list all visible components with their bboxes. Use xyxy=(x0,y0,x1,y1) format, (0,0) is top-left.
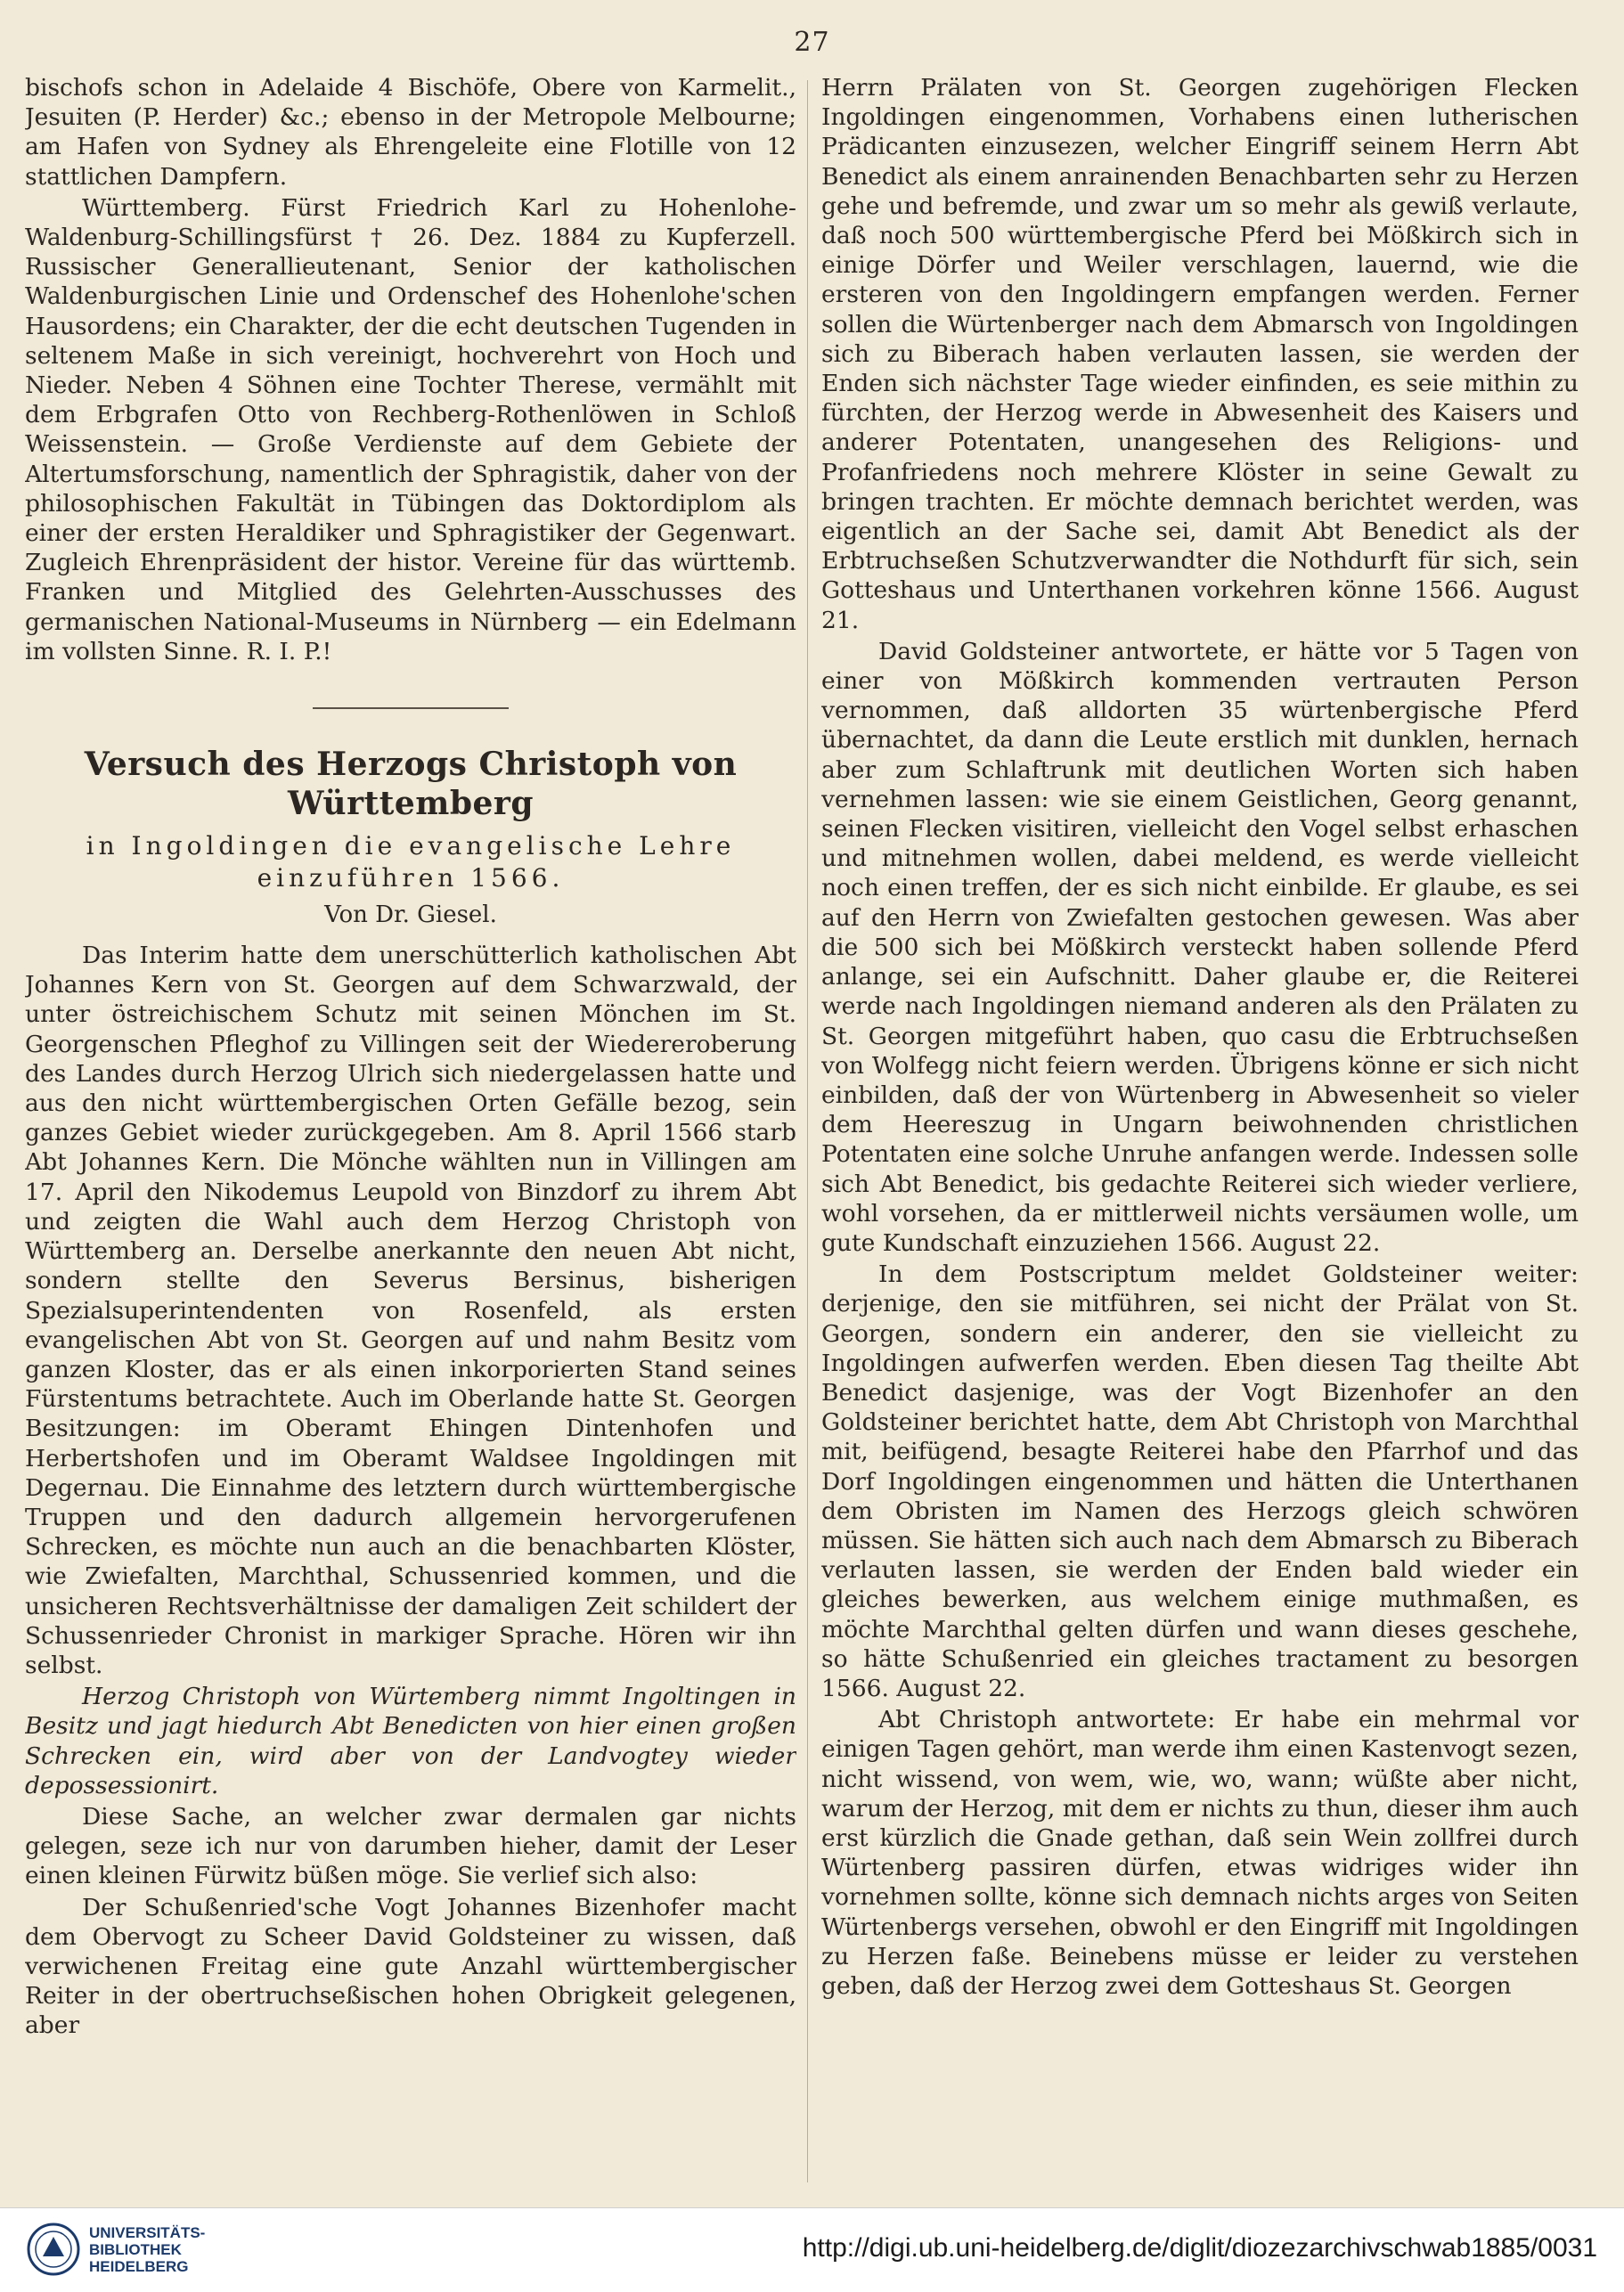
university-seal-icon xyxy=(27,2223,80,2276)
paragraph: Herrn Prälaten von St. Georgen zugehörigen Flecken Ingoldingen eingenommen, Vorhabens einen lutherischen Prädicanten einzusezen, welcher Eingriff seinem Herrn Abt Benedict als einem anrainenden Benachbarten sehr zu Herzen gehe und befremde, und zwar um so mehr als gewiß verlaute, daß noch 500 württembergische Pferd bei Mößkirch sich in einige Dörfer und Weiler verschlagen, lauernd, wie die ersteren von den Ingoldingern empfangen werden. Ferner sollen die Würtenberger nach dem Abmarsch von Ingoldingen sich zu Biberach haben verlauten lassen, sie werden der Enden sich nächster Tage wieder einfinden, es seie mithin zu fürchten, der Herzog werde in Abwesenheit des Kaisers und anderer Potentaten, unangesehen des Religions- und Profanfriedens noch mehrere Klöster in seine Gewalt zu bringen trachten. Er möchte demnach berichtet werden, was eigentlich an der Sache sei, damit Abt Benedict als der Erbtruchseßen Schutzverwandter die Nothdurft für sich, sein Gotteshaus und Unterthanen vorkehren könne 1566. August 21. xyxy=(821,74,1579,634)
footer-bar xyxy=(0,2207,1624,2292)
paragraph: Der Schußenried'sche Vogt Johannes Bizenhofer macht dem Obervogt zu Scheer David Goldsteiner zu wissen, daß verwichenen Freitag eine gute Anzahl württembergischer Reiter in der obertruchseßischen hohen Obrigkeit gelegenen, aber xyxy=(25,1893,796,2040)
paragraph: Herzog Christoph von Würtemberg nimmt Ingoltingen in Besitz und jagt hiedurch Abt Benedicten von hier einen großen Schrecken ein, wird aber von der Landvogtey wieder depossessionirt. xyxy=(25,1683,796,1799)
paragraph: In dem Postscriptum meldet Goldsteiner weiter: derjenige, den sie mitführen, sei nicht der Prälat von St. Georgen, sondern ein anderer, den sie vielleicht zu Ingoldingen aufwerfen werden. Eben diesen Tag theilte Abt Benedict dasjenige, was der Vogt Bizenhofer an den Goldsteiner berichtet hatte, dem Abt Christoph von Marchthal mit, beifügend, besagte Reiterei habe den Pfarrhof und das Dorf Ingoldingen eingenommen und hätten die Unterthanen dem Obristen im Namen des Herzogs gleich schwören müssen. Sie hätten sich auch nach dem Abmarsch zu Biberach verlauten lassen, sie werden der Enden bald wieder ein gleiches bewerken, aus welchem einige muthmaßen, es möchte Marchthal gelten dürfen und wann dieses geschehe, so hätte Schußenried ein gleiches tractament zu besorgen 1566. August 22. xyxy=(821,1260,1579,1702)
paragraph: Diese Sache, an welcher zwar dermalen gar nichts gelegen, seze ich nur von darumben hieher, damit der Leser einen kleinen Fürwitz büßen möge. Sie verlief sich also: xyxy=(25,1802,796,1890)
paragraph: Das Interim hatte dem unerschütterlich katholischen Abt Johannes Kern von St. Georgen auf dem Schwarzwald, der unter östreichischem Schutz mit seinen Mönchen im St. Georgenschen Pfleghof zu Villingen seit der Wiedereroberung des Landes durch Herzog Ulrich sich niedergelassen hatte und aus den nicht württembergischen Orten Gefälle bezog, sein ganzes Gebiet wieder zurückgegeben. Am 8. April 1566 starb Abt Johannes Kern. Die Mönche wählten nun in Villingen am 17. April den Nikodemus Leupold von Binzdorf zu ihrem Abt und zeigten die Wahl auch dem Herzog Christoph von Württemberg an. Derselbe anerkannte den neuen Abt nicht, sondern stellte den Severus Bersinus, bisherigen Spezialsuperintendenten von Rosenfeld, als ersten evangelischen Abt von St. Georgen auf und nahm Besitz vom ganzen Kloster, das er als einen inkorporierten Stand seines Fürstentums betrachtete. Auch im Oberlande hatte St. Georgen Besitzungen: im Oberamt Ehingen Dintenhofen und Herbertshofen und im Oberamt Waldsee Ingoldingen mit Degernau. Die Einnahme des letztern durch württembergische Truppen und den dadurch allgemein hervorgerufenen Schrecken, es möchte nun auch an die benachbarten Klöster, wie Zwiefalten, Marchthal, Schussenried kommen, und die unsicheren Rechtsverhältnisse der damaligen Zeit schildert der Schussenrieder Chronist in markiger Sprache. Hören wir ihn selbst. xyxy=(25,942,796,1679)
article-subtitle: in Ingoldingen die evangelische Lehre einzuführen 1566. xyxy=(86,831,736,893)
section-divider xyxy=(313,707,509,709)
column-divider xyxy=(807,80,808,2182)
institution-line: BIBLIOTHEK xyxy=(89,2241,182,2258)
institution-line: UNIVERSITÄTS- xyxy=(89,2224,206,2241)
paragraph: Württemberg. Fürst Friedrich Karl zu Hohenlohe-Waldenburg-Schillingsfürst † 26. Dez. 1884 zu Kupferzell. Russischer Generallieutenant, Senior der katholischen Waldenburgischen Linie und Ordenschef des Hohenlohe'schen Hausordens; ein Charakter, der die echt deutschen Tugenden in seltenem Maße in sich vereinigt, hochverehrt von Hoch und Nieder. Neben 4 Söhnen eine Tochter Therese, vermählt mit dem Erbgrafen Otto von Rechberg-Rothenlöwen in Schloß Weissenstein. — Große Verdienste auf dem Gebiete der Altertumsforschung, namentlich der Sphragistik, daher von der philosophischen Fakultät in Tübingen das Doktordiplom als einer der ersten Heraldiker und Sphragistiker der Gegenwart. Zugleich Ehrenpräsident der histor. Vereine für das württemb. Franken und Mitglied des Gelehrten-Ausschusses des germanischen National-Museums in Nürnberg — ein Edelmann im vollsten Sinne. R. I. P.! xyxy=(25,193,796,665)
institution-name xyxy=(89,2224,205,2275)
left-column xyxy=(25,73,796,2193)
source-url[interactable]: http://digi.ub.uni-heidelberg.de/diglit/diozezarchivschwab1885/0031 xyxy=(802,2233,1597,2263)
paragraph: Abt Christoph antwortete: Er habe ein mehrmal vor einigen Tagen gehört, man werde ihm einen Kastenvogt sezen, nicht wissend, von wem, wie, wo, wann; wüßte aber nicht, warum der Herzog, mit dem er nichts zu thun, dieser ihm auch erst kürzlich die Gnade gethan, daß sein Wein zollfrei durch Würtenberg passiren dürfen, etwas widriges wider ihn vornehmen sollte, könne sich demnach nichts arges von Seiten Würtenbergs versehen, obwohl er den Eingriff mit Ingoldingen zu Herzen faße. Beinebens müsse er leider zu verstehen geben, daß der Herzog zwei dem Gotteshaus St. Georgen xyxy=(821,1706,1579,2000)
paragraph: David Goldsteiner antwortete, er hätte vor 5 Tagen von einer von Mößkirch kommenden vertrauten Person vernommen, daß alldorten 35 würtenbergische Pferd übernachtet, da dann die Leute erstlich mit dunklen, hernach aber zum Schlaftrunk mit deutlichen Worten sich haben vernehmen lassen: wie sie einem Geistlichen, Georg genannt, seinen Flecken visitiren, vielleicht den Vogel selbst erhaschen und mitnehmen wollen, dabei meldend, es werde vielleicht noch einen treffen, der es sich nicht einbilde. Er glaube, es sei auf den Herrn von Zwiefalten gestochen gewesen. Was aber die 500 sich bei Mößkirch versteckt haben sollende Pferd anlange, sei ein Aufschnitt. Daher glaube er, die Reiterei werde nach Ingoldingen niemand anderen als den Prälaten zu St. Georgen mitgeführt haben, quo casu die Erbtruchseßen von Wolfegg nicht feiern werden. Übrigens könne er sich nicht einbilden, daß der von Würtenberg in Abwesenheit so vieler dem Heereszug in Ungarn beiwohnenden christlichen Potentaten eine solche Unruhe anfangen werde. Indessen solle sich Abt Benedict, bis gedachte Reiterei sich wieder verliere, wohl vorsehen, da er mittlerweil nichts versäumen wolle, um gute Kundschaft einzuziehen 1566. August 22. xyxy=(821,637,1579,1257)
page-number: 27 xyxy=(794,27,830,58)
institution-line: HEIDELBERG xyxy=(89,2258,189,2275)
article-title: Versuch des Herzogs Christoph von Württemberg xyxy=(84,746,738,823)
article-author: Von Dr. Giesel. xyxy=(324,901,497,929)
right-column xyxy=(821,73,1579,2193)
paragraph: bischofs schon in Adelaide 4 Bischöfe, Obere von Karmelit., Jesuiten (P. Herder) &c.; ebenso in der Metropole Melbourne; am Hafen von Sydney als Ehrengeleite eine Flotille von 12 stattlichen Dampfern. xyxy=(25,74,796,191)
